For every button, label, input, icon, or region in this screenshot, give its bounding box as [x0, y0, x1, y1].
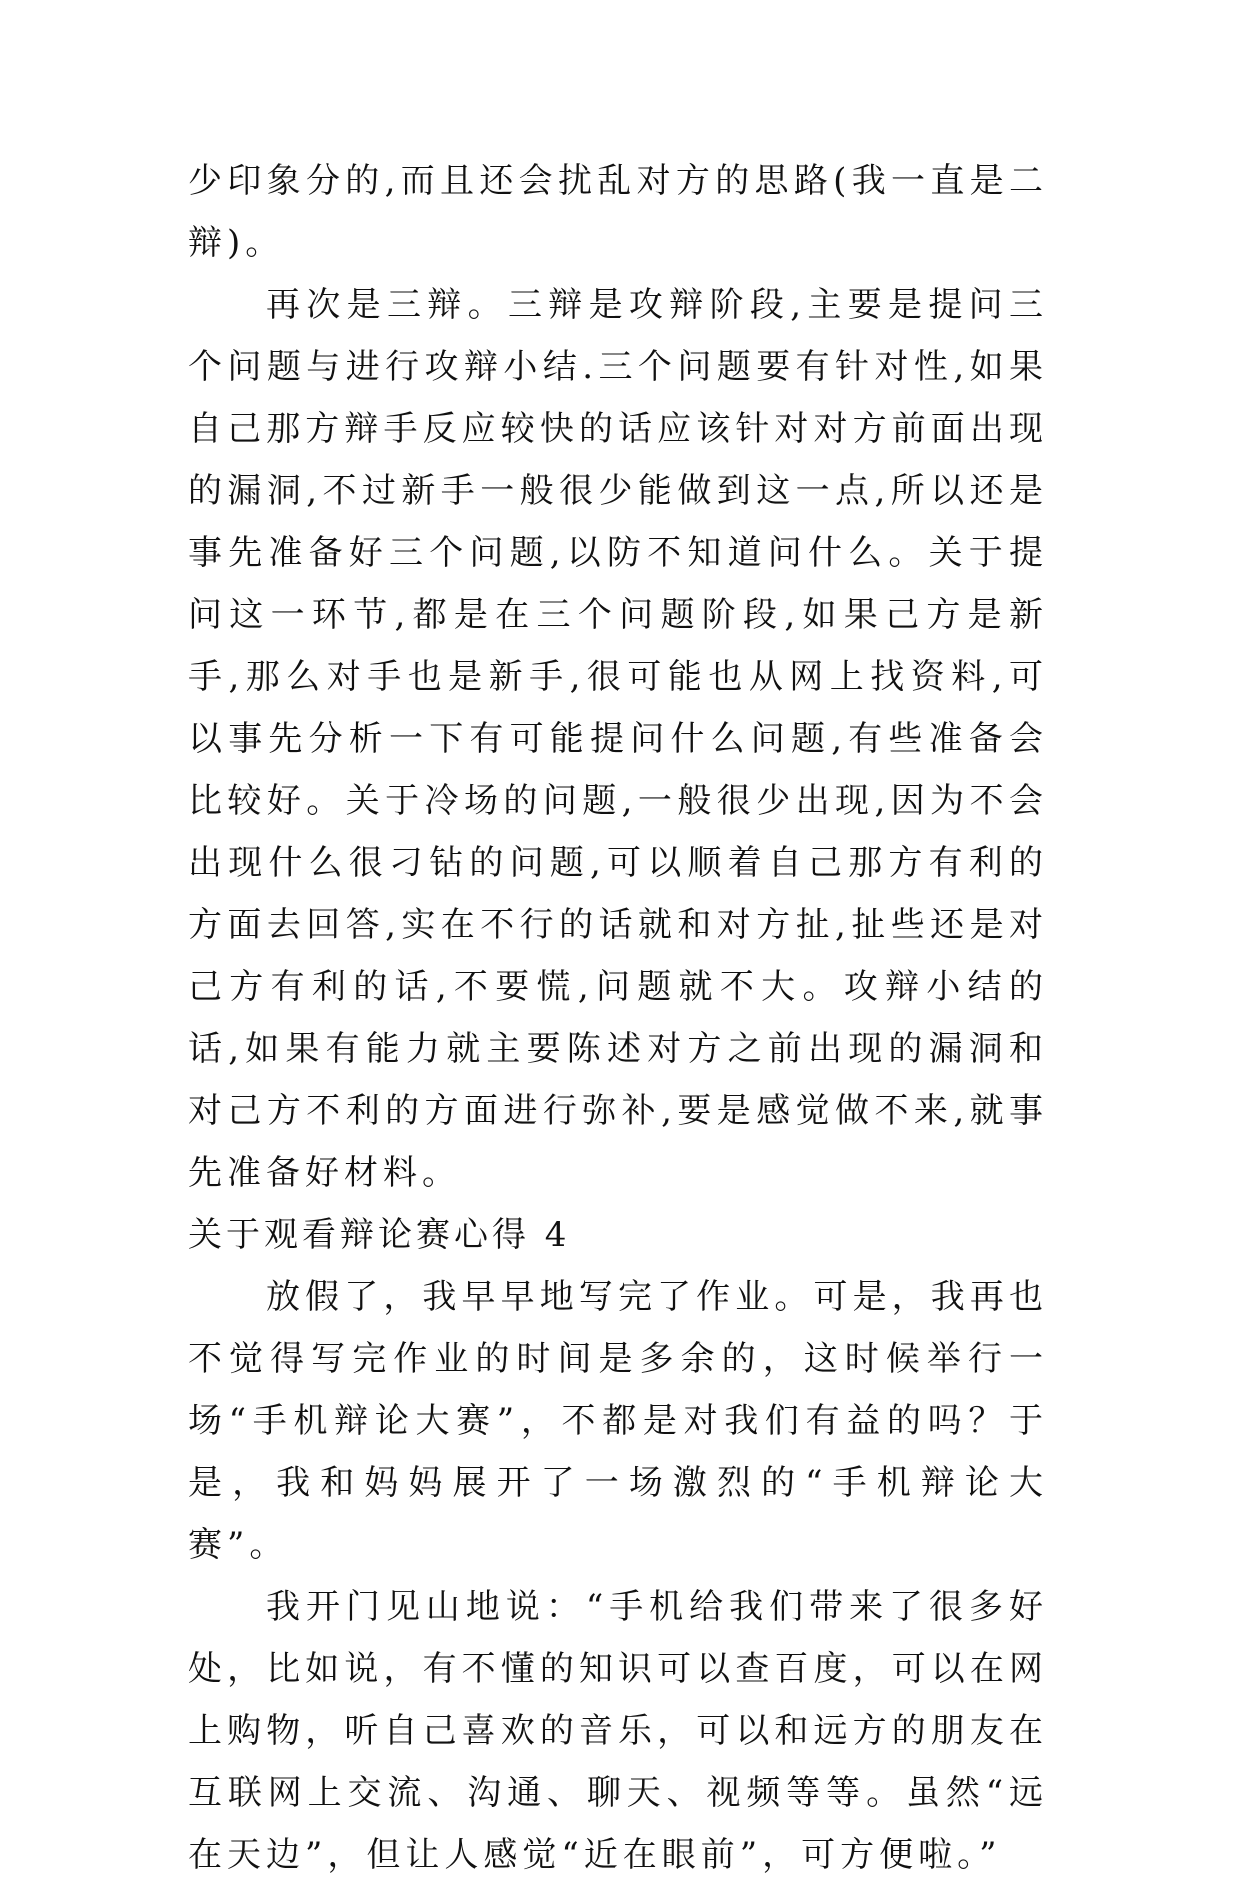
paragraph-third-debater: 再次是三辩。三辩是攻辩阶段,主要是提问三个问题与进行攻辩小结.三个问题要有针对性,如果自己那方辩手反应较快的话应该针对对方前面出现的漏洞,不过新手一般很少能做到这一点,所以还是事先准备好三个问题,以防不知道问什么。关于提问这一环节,都是在三个问题阶段,如果己方是新手,那么对手也是新手,很可能也从网上找资料,可以事先分析一下有可能提问什么问题,有些准备会比较好。关于冷场的问题,一般很少出现,因为不会出现什么很刁钻的问题,可以顺着自己那方有利的方面去回答,实在不行的话就和对方扯,扯些还是对己方有利的话,不要慌,问题就不大。攻辩小结的话,如果有能力就主要陈述对方之前出现的漏洞和对己方不利的方面进行弥补,要是感觉做不来,就事先准备好材料。	[188, 285, 1048, 1193]
paragraph-phone-benefits: 我开门见山地说：“手机给我们带来了很多好处，比如说，有不懂的知识可以查百度，可以在网上购物，听自己喜欢的音乐，可以和远方的朋友在互联网上交流、沟通、聊天、视频等等。虽然“远在天边”，但让人感觉“近在眼前”，可方便啦。”	[188, 1587, 1048, 1875]
section-heading: 关于观看辩论赛心得 4	[188, 1215, 571, 1255]
paragraph-continuation: 少印象分的,而且还会扰乱对方的思路(我一直是二辩)。	[188, 161, 1048, 263]
paragraph-holiday-debate: 放假了，我早早地写完了作业。可是，我再也不觉得写完作业的时间是多余的，这时候举行一场“手机辩论大赛”，不都是对我们有益的吗？于是，我和妈妈展开了一场激烈的“手机辩论大赛”。	[188, 1277, 1048, 1565]
document-body	[188, 150, 1048, 1886]
